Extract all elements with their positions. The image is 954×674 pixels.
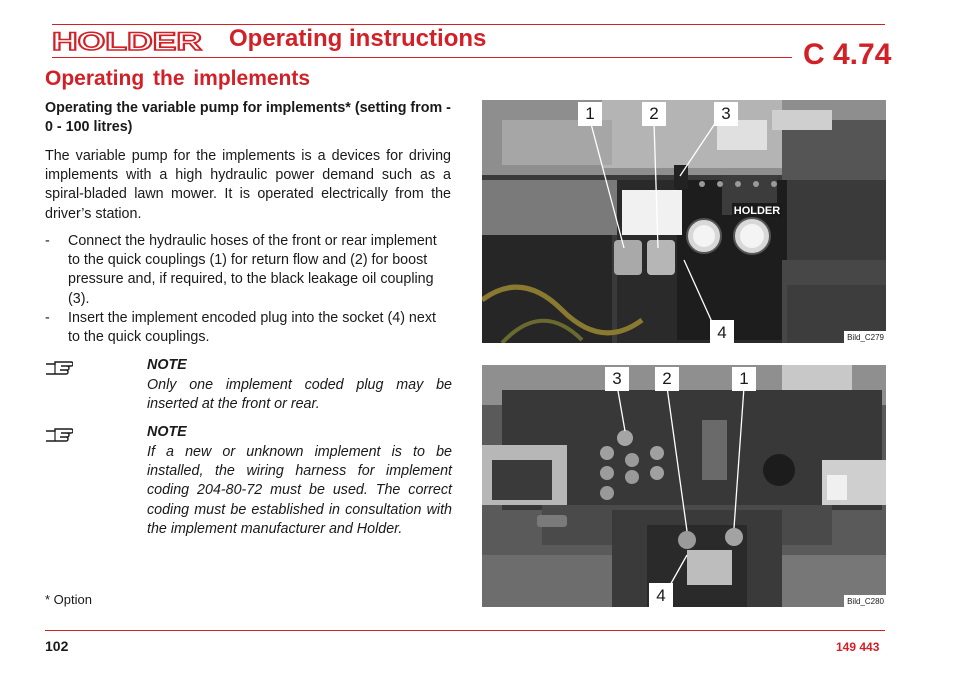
footer-rule — [45, 630, 885, 631]
note-text: If a new or unknown implement is to be installed, the wiring harness for implement coding 204-80-72 must be used. The correct coding must be established in consultation with the implement manufacturer and Holder. — [147, 444, 452, 537]
callout-label: 4 — [717, 323, 727, 342]
callout-label: 2 — [649, 104, 659, 123]
document-title: Operating instructions — [229, 25, 487, 52]
figure-pump-panel-rear — [482, 365, 886, 607]
note-text: Only one implement coded plug may be inserted at the front or rear. — [147, 377, 452, 413]
figure-caption: Bild_C280 — [847, 597, 884, 606]
callout-label: 1 — [739, 369, 749, 388]
section-title: Operating the implements — [45, 67, 311, 90]
pointing-hand-icon — [45, 427, 73, 443]
panel-brand-label: HOLDER — [733, 205, 781, 217]
callout-label: 3 — [612, 369, 622, 388]
svg-text:HOLDER: HOLDER — [52, 29, 202, 53]
chapter-code: C 4.74 — [803, 38, 892, 71]
subheading: Operating the variable pump for implements* (setting from - 0 - 100 litres) — [45, 100, 451, 135]
list-item: - Connect the hydraulic hoses of the front or rear implement to the quick couplings (1) for return flow and (2) for boost pressure and, if required, to the black leakage oil coupling (3). — [45, 233, 437, 307]
list-item: - Insert the implement encoded plug into the socket (4) next to the quick couplings. — [45, 309, 436, 346]
figure-caption: Bild_C279 — [847, 333, 884, 342]
note-label: NOTE — [147, 424, 187, 440]
header-rule-bottom — [52, 57, 792, 58]
holder-logo — [52, 29, 204, 53]
callout-label: 1 — [585, 104, 595, 123]
callout-label: 2 — [662, 369, 672, 388]
pointing-hand-icon — [45, 360, 73, 376]
figure-pump-panel-front — [482, 100, 886, 343]
page-number: 102 — [45, 638, 69, 654]
document-number: 149 443 — [836, 640, 880, 654]
note-label: NOTE — [147, 357, 187, 373]
instruction-list — [45, 232, 451, 347]
intro-paragraph: The variable pump for the implements is a devices for driving implements with a high hydraulic power demand such as a spiral-bladed lawn mower. It is operated electrically from the driver’s station. — [45, 148, 451, 222]
callout-label: 4 — [656, 586, 666, 605]
footnote: * Option — [45, 592, 92, 607]
callout-label: 3 — [721, 104, 731, 123]
